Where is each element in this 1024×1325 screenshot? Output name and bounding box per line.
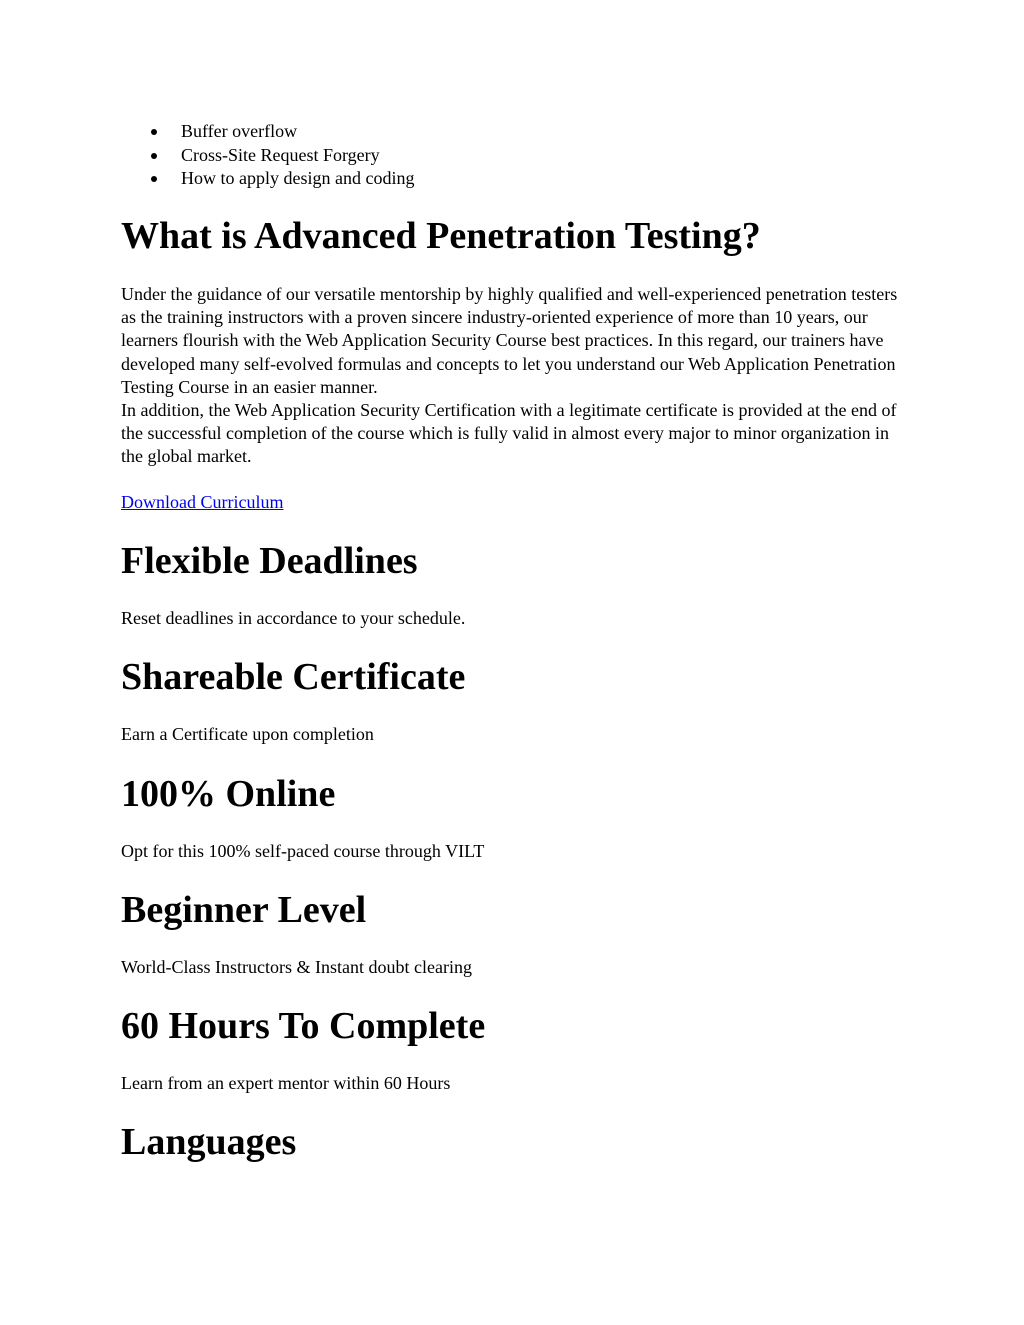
feature-text: Opt for this 100% self-paced course through VILT — [121, 841, 485, 861]
languages-section — [121, 1120, 911, 1164]
bullet-icon — [151, 129, 157, 135]
languages-heading: Languages — [121, 1121, 297, 1163]
feature-hours — [121, 1004, 911, 1048]
feature-text-block — [121, 840, 911, 863]
list-item — [121, 144, 414, 168]
feature-heading: 100% Online — [121, 773, 336, 815]
intro-section — [121, 214, 911, 258]
feature-heading: Shareable Certificate — [121, 656, 466, 698]
bullet-icon — [151, 153, 157, 159]
list-item — [121, 120, 414, 144]
list-item — [121, 167, 414, 191]
feature-text: Earn a Certificate upon completion — [121, 724, 374, 744]
feature-text-block — [121, 723, 911, 746]
feature-heading: Flexible Deadlines — [121, 540, 418, 582]
feature-text: Learn from an expert mentor within 60 Hours — [121, 1073, 451, 1093]
intro-heading: What is Advanced Penetration Testing? — [121, 215, 761, 257]
intro-paragraph-2: In addition, the Web Application Security Certification with a legitimate certificate is provided at the end of the successful completion of the course which is fully valid in almost every major to minor organization in the global market. — [121, 400, 897, 467]
feature-text: Reset deadlines in accordance to your schedule. — [121, 608, 466, 628]
feature-text-block — [121, 956, 911, 979]
intro-body — [121, 283, 911, 469]
list-item-text: Buffer overflow — [181, 121, 298, 141]
feature-shareable-certificate — [121, 655, 911, 699]
feature-heading: 60 Hours To Complete — [121, 1005, 486, 1047]
download-section — [121, 491, 911, 514]
download-curriculum-link[interactable]: Download Curriculum — [121, 492, 284, 512]
topic-bullet-list — [121, 120, 414, 191]
feature-text: World-Class Instructors & Instant doubt clearing — [121, 957, 472, 977]
feature-text-block — [121, 1072, 911, 1095]
feature-beginner-level — [121, 888, 911, 932]
feature-online — [121, 772, 911, 816]
list-item-text: Cross-Site Request Forgery — [181, 144, 380, 165]
feature-text-block — [121, 607, 911, 630]
feature-flexible-deadlines — [121, 539, 911, 583]
feature-heading: Beginner Level — [121, 889, 367, 931]
list-item-text: How to apply design and coding — [181, 168, 415, 188]
intro-paragraph: Under the guidance of our versatile mentorship by highly qualified and well-experienced penetration testers as the training instructors with a proven sincere industry-oriented experience of more than 10 years, our learners flourish with the Web Application Security Course best practices. In this regard, our trainers have developed many self-evolved formulas and concepts to let you understand our Web Application Penetration Testing Course in an easier manner. — [121, 284, 898, 397]
bullet-icon — [151, 176, 157, 182]
